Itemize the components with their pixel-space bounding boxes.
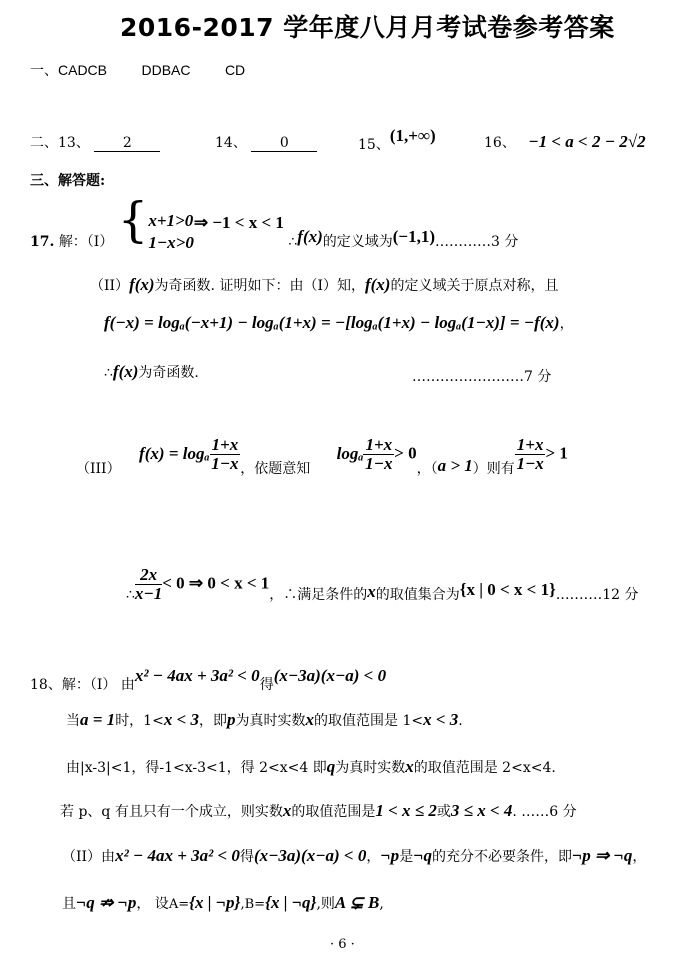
formula: f(−x) = logₐ(−x+1) − logₐ(1+x) = −[logₐ(1+x) − logₐ(1−x)] = −f(x) bbox=[104, 313, 560, 332]
q16-number: 16、 bbox=[484, 135, 516, 151]
text: ）则有 bbox=[472, 460, 515, 477]
text: 的取值范围是 1< bbox=[314, 713, 424, 729]
text: 的取值集合为 bbox=[375, 586, 460, 603]
q15-number: 15、 bbox=[358, 137, 390, 153]
therefore-symbol: ∴ bbox=[126, 586, 135, 603]
text: 为真时实数 bbox=[235, 713, 306, 729]
fraction-denominator: 1−x bbox=[365, 454, 393, 473]
set-a: {x | ¬p} bbox=[189, 893, 241, 912]
answers-11-12: CD bbox=[224, 62, 246, 78]
solution-set: {x | 0 < x < 1} bbox=[459, 579, 556, 599]
q14 bbox=[215, 132, 317, 152]
condition: a > 1 bbox=[437, 455, 473, 475]
set-b: {x | ¬q} bbox=[265, 893, 317, 912]
part2-label: 二、 bbox=[30, 135, 58, 151]
var-x: x bbox=[282, 801, 292, 820]
q16 bbox=[484, 132, 646, 152]
text: 且 bbox=[62, 896, 76, 912]
range-2: 3 ≤ x < 4 bbox=[450, 801, 513, 820]
part1-answers bbox=[30, 60, 245, 80]
fx-label: f(x) bbox=[297, 227, 323, 246]
domain-value: (−1,1) bbox=[392, 227, 436, 246]
part2-text: 为奇函数. 证明如下：由（I）知， bbox=[154, 278, 365, 294]
text: 的取值范围是 bbox=[291, 804, 376, 820]
var-x: x bbox=[367, 581, 376, 601]
inequality: x² − 4ax + 3a² < 0 bbox=[115, 846, 240, 865]
inequality: x² − 4ax + 3a² < 0 bbox=[134, 666, 260, 685]
text: ， 设 bbox=[136, 896, 169, 912]
q18-line3 bbox=[66, 757, 556, 777]
fraction bbox=[515, 436, 546, 473]
score-6: . ……6 分 bbox=[512, 804, 577, 820]
answers-6-10: DDBAC bbox=[141, 62, 191, 78]
q17-intro: 解：（I） bbox=[58, 234, 114, 250]
q18-line5 bbox=[62, 846, 646, 866]
fx-label: f(x) bbox=[112, 362, 139, 381]
not-q: ¬q bbox=[413, 846, 432, 865]
text: , bbox=[379, 896, 384, 912]
part2-label: （II） bbox=[90, 278, 130, 294]
odd-function-formula bbox=[104, 313, 574, 333]
result: < 0 ⇒ 0 < x < 1 bbox=[162, 573, 270, 593]
system-result: ⇒ −1 < x < 1 bbox=[193, 213, 284, 232]
page-number: · 6 · bbox=[330, 937, 355, 952]
q17-number: 17. bbox=[30, 234, 55, 250]
q18-intro: 解：（I） 由 bbox=[61, 677, 135, 693]
subset-relation: A ⊊ B bbox=[334, 893, 380, 912]
part1-label: 一、 bbox=[30, 63, 58, 79]
q14-answer: 0 bbox=[251, 135, 317, 152]
part3-label: （III） bbox=[76, 460, 121, 477]
inequality-system bbox=[148, 210, 194, 254]
var-x: x bbox=[405, 757, 414, 776]
text: ， bbox=[366, 849, 381, 865]
q17-part2-conclusion bbox=[104, 362, 199, 382]
text: ，即 bbox=[199, 713, 228, 729]
system-line-2: 1−x>0 bbox=[148, 233, 194, 252]
not-p: ¬p bbox=[380, 846, 400, 865]
log-function: f(x) = logₐ bbox=[139, 443, 210, 463]
q16-answer: −1 < a < 2 − 2√2 bbox=[528, 132, 646, 151]
score-7: ……………………7 分 bbox=[412, 369, 552, 385]
domain-text: 的定义域为 bbox=[322, 234, 393, 250]
fraction-denominator: x−1 bbox=[134, 584, 163, 603]
q18-number: 18、 bbox=[30, 677, 62, 693]
text: ，（ bbox=[416, 460, 438, 477]
range-1: 1 < x ≤ 2 bbox=[375, 801, 437, 820]
a-equals-1: a = 1 bbox=[80, 710, 116, 729]
text: 的取值范围是 2<x<4. bbox=[413, 760, 556, 776]
score-3: …………3 分 bbox=[435, 234, 519, 250]
text: . bbox=[458, 713, 463, 729]
text: ， bbox=[632, 849, 647, 865]
var-x: x bbox=[305, 710, 315, 729]
implication: ¬p ⇒ ¬q bbox=[572, 846, 633, 865]
text: ，∴满足条件的 bbox=[269, 586, 368, 603]
text: 得 bbox=[239, 849, 254, 865]
fx-label: f(x) bbox=[364, 275, 391, 294]
gt-zero: > 0 bbox=[394, 443, 417, 463]
fraction bbox=[135, 566, 162, 603]
part2-label: （II）由 bbox=[62, 849, 116, 865]
q14-number: 14、 bbox=[215, 135, 247, 151]
text: 为真时实数 bbox=[335, 760, 406, 776]
text: 是 bbox=[399, 849, 414, 865]
therefore-symbol: ∴ bbox=[104, 365, 113, 381]
factored-inequality: (x−3a)(x−a) < 0 bbox=[253, 846, 367, 865]
q15-answer: (1,+∞) bbox=[389, 126, 436, 145]
gt-one: > 1 bbox=[545, 443, 568, 463]
therefore-symbol: ∴ bbox=[288, 234, 298, 250]
x-lt-3: x < 3 bbox=[423, 710, 459, 729]
formula-end: ， bbox=[559, 316, 574, 332]
part2-answers bbox=[30, 132, 160, 152]
log-label: logₐ bbox=[336, 443, 364, 463]
page-title: 2016-2017 学年度八月月考试卷参考答案 bbox=[120, 13, 615, 42]
q17-part2-line bbox=[90, 275, 558, 295]
text: 得 bbox=[259, 677, 274, 693]
part3-header: 三、解答题: bbox=[30, 173, 106, 189]
system-line-1: x+1>0 bbox=[148, 211, 194, 230]
fx-label: f(x) bbox=[129, 275, 155, 294]
q15 bbox=[358, 126, 436, 153]
set-a-label: A= bbox=[168, 897, 190, 912]
q13-number: 13、 bbox=[58, 135, 90, 151]
fraction-numerator: 1+x bbox=[365, 435, 393, 454]
text: 时，1< bbox=[115, 713, 164, 729]
text: ，依题意知 bbox=[240, 460, 311, 477]
var-q: q bbox=[326, 757, 336, 776]
system-brace: { bbox=[117, 192, 149, 248]
q17-part3-line bbox=[76, 435, 568, 477]
text: ,则 bbox=[316, 896, 335, 912]
fraction bbox=[210, 436, 241, 473]
fraction-denominator: 1−x bbox=[516, 454, 544, 473]
text: 或 bbox=[436, 804, 451, 820]
conclusion-text: 为奇函数. bbox=[138, 365, 199, 381]
answers-1-5: CADCB bbox=[58, 62, 108, 78]
fraction-denominator: 1−x bbox=[211, 454, 239, 473]
var-p: p bbox=[227, 710, 236, 729]
q18-line2 bbox=[66, 710, 463, 730]
factored-inequality: (x−3a)(x−a) < 0 bbox=[273, 666, 387, 685]
fraction-numerator: 1+x bbox=[516, 435, 544, 454]
text: 的充分不必要条件，即 bbox=[432, 849, 572, 865]
q18-line6 bbox=[62, 893, 384, 913]
q18-line1 bbox=[30, 666, 387, 693]
q18-line4 bbox=[60, 801, 577, 821]
fraction-numerator: 2x bbox=[135, 566, 162, 585]
q17-part1 bbox=[30, 192, 519, 254]
text: 由|x-3|<1，得-1<x-3<1，得 2<x<4 即 bbox=[66, 760, 327, 776]
score-12: .………12 分 bbox=[555, 586, 639, 603]
x-lt-3: x < 3 bbox=[163, 710, 200, 729]
non-implication: ¬q ⇏ ¬p bbox=[76, 893, 137, 912]
text: 若 p、q 有且只有一个成立，则实数 bbox=[60, 804, 283, 820]
fraction bbox=[363, 436, 394, 473]
q17-part3-result bbox=[126, 566, 639, 603]
q13-answer: 2 bbox=[94, 135, 160, 152]
fraction-numerator: 1+x bbox=[211, 435, 239, 454]
set-b-label: ,B= bbox=[240, 897, 266, 912]
text: 当 bbox=[66, 713, 80, 729]
part2-text-2: 的定义域关于原点对称，且 bbox=[390, 278, 559, 294]
